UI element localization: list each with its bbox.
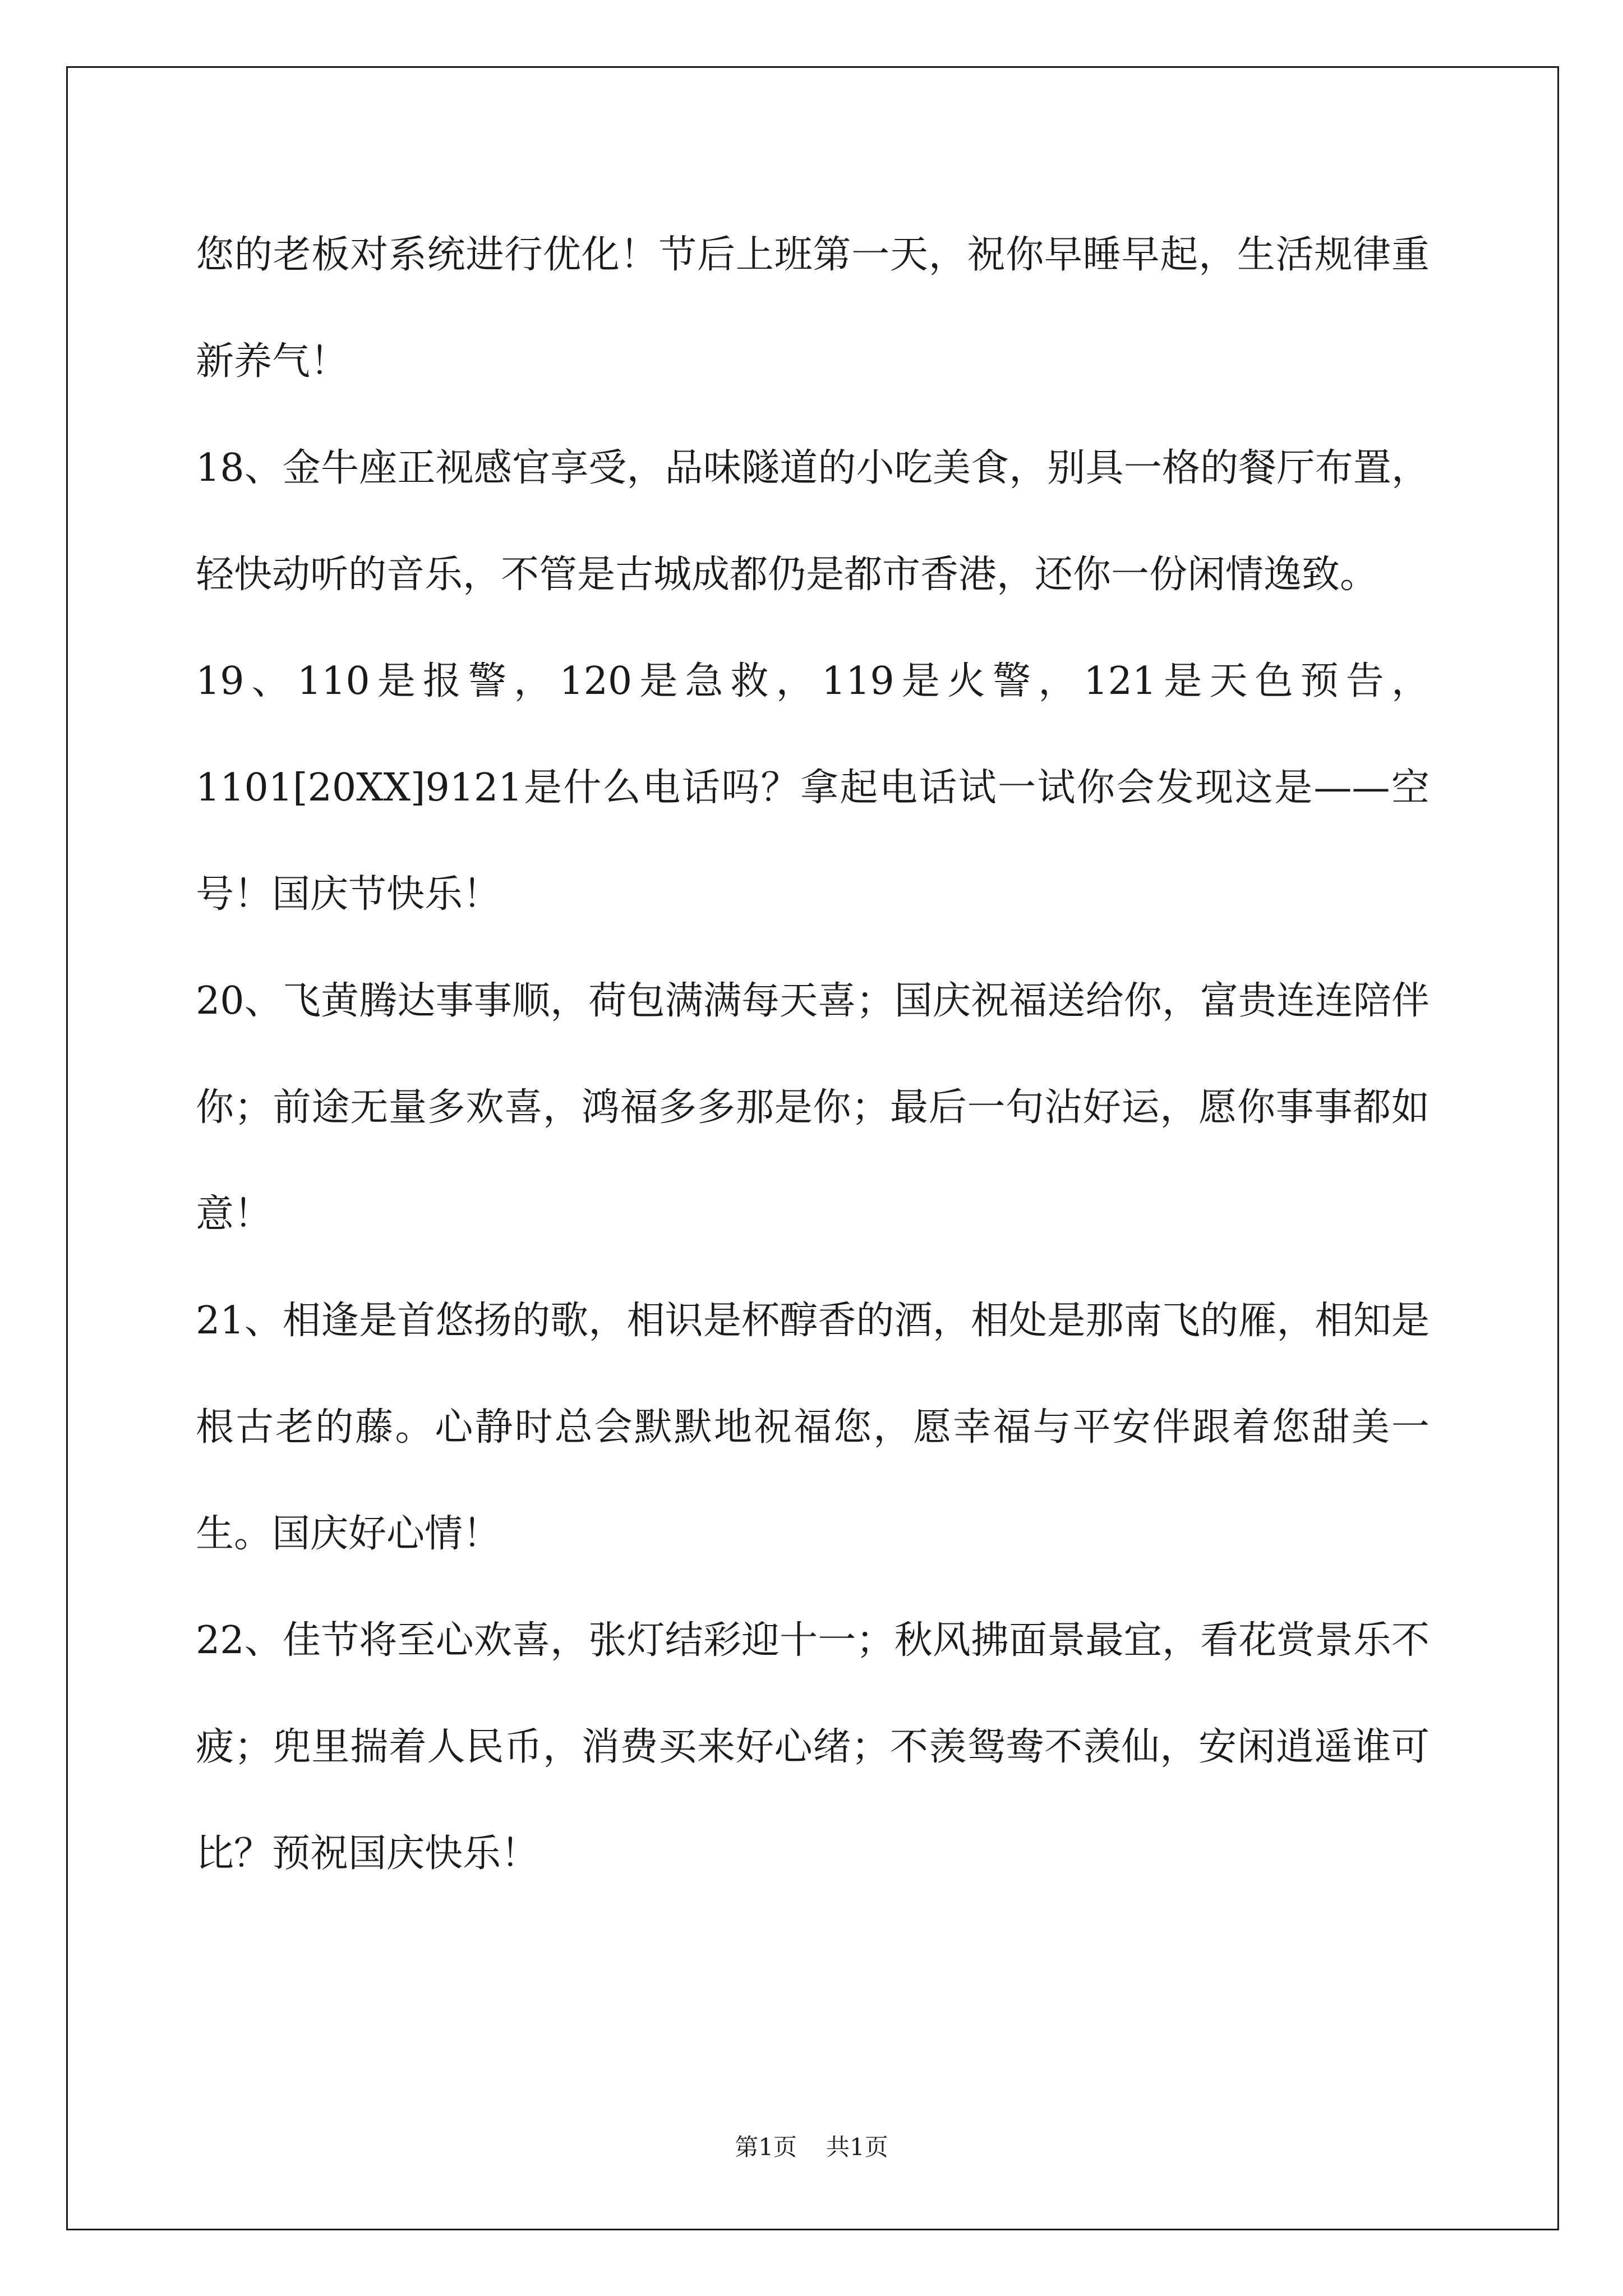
paragraph-item-19-continued: 1101[20XX]9121是什么电话吗？拿起电话试一试你会发现这是——空号！国庆节快乐！ <box>196 766 1430 917</box>
paragraph-item-20: 20、飞黄腾达事事顺，荷包满满每天喜；国庆祝福送给你，富贵连连陪伴你；前途无量多欢喜，鸿福多多那是你；最后一句沾好运，愿你事事都如意！ <box>196 979 1430 1236</box>
paragraph-item-18: 18、金牛座正视感官享受，品味隧道的小吃美食，别具一格的餐厅布置，轻快动听的音乐，不管是古城成都仍是都市香港，还你一份闲情逸致。 <box>196 446 1430 597</box>
document-body <box>196 202 1430 1907</box>
paragraph-continuation: 您的老板对系统进行优化！节后上班第一天，祝你早睡早起，生活规律重新养气！ <box>196 233 1430 384</box>
page-number: 第1页 <box>735 2133 797 2161</box>
paragraph-item-19: 19、110是报警，120是急救，119是火警，121是天色预告， <box>196 659 1430 703</box>
paragraph-item-21: 21、相逢是首悠扬的歌，相识是杯醇香的酒，相处是那南飞的雁，相知是根古老的藤。心静时总会默默地祝福您，愿幸福与平安伴跟着您甜美一生。国庆好心情！ <box>196 1299 1430 1556</box>
paragraph-item-22: 22、佳节将至心欢喜，张灯结彩迎十一；秋风拂面景最宜，看花赏景乐不疲；兜里揣着人民币，消费买来好心绪；不羡鸳鸯不羡仙，安闲逍遥谁可比？预祝国庆快乐！ <box>196 1618 1430 1876</box>
page-total: 共1页 <box>826 2133 888 2161</box>
page-footer <box>0 2129 1623 2162</box>
